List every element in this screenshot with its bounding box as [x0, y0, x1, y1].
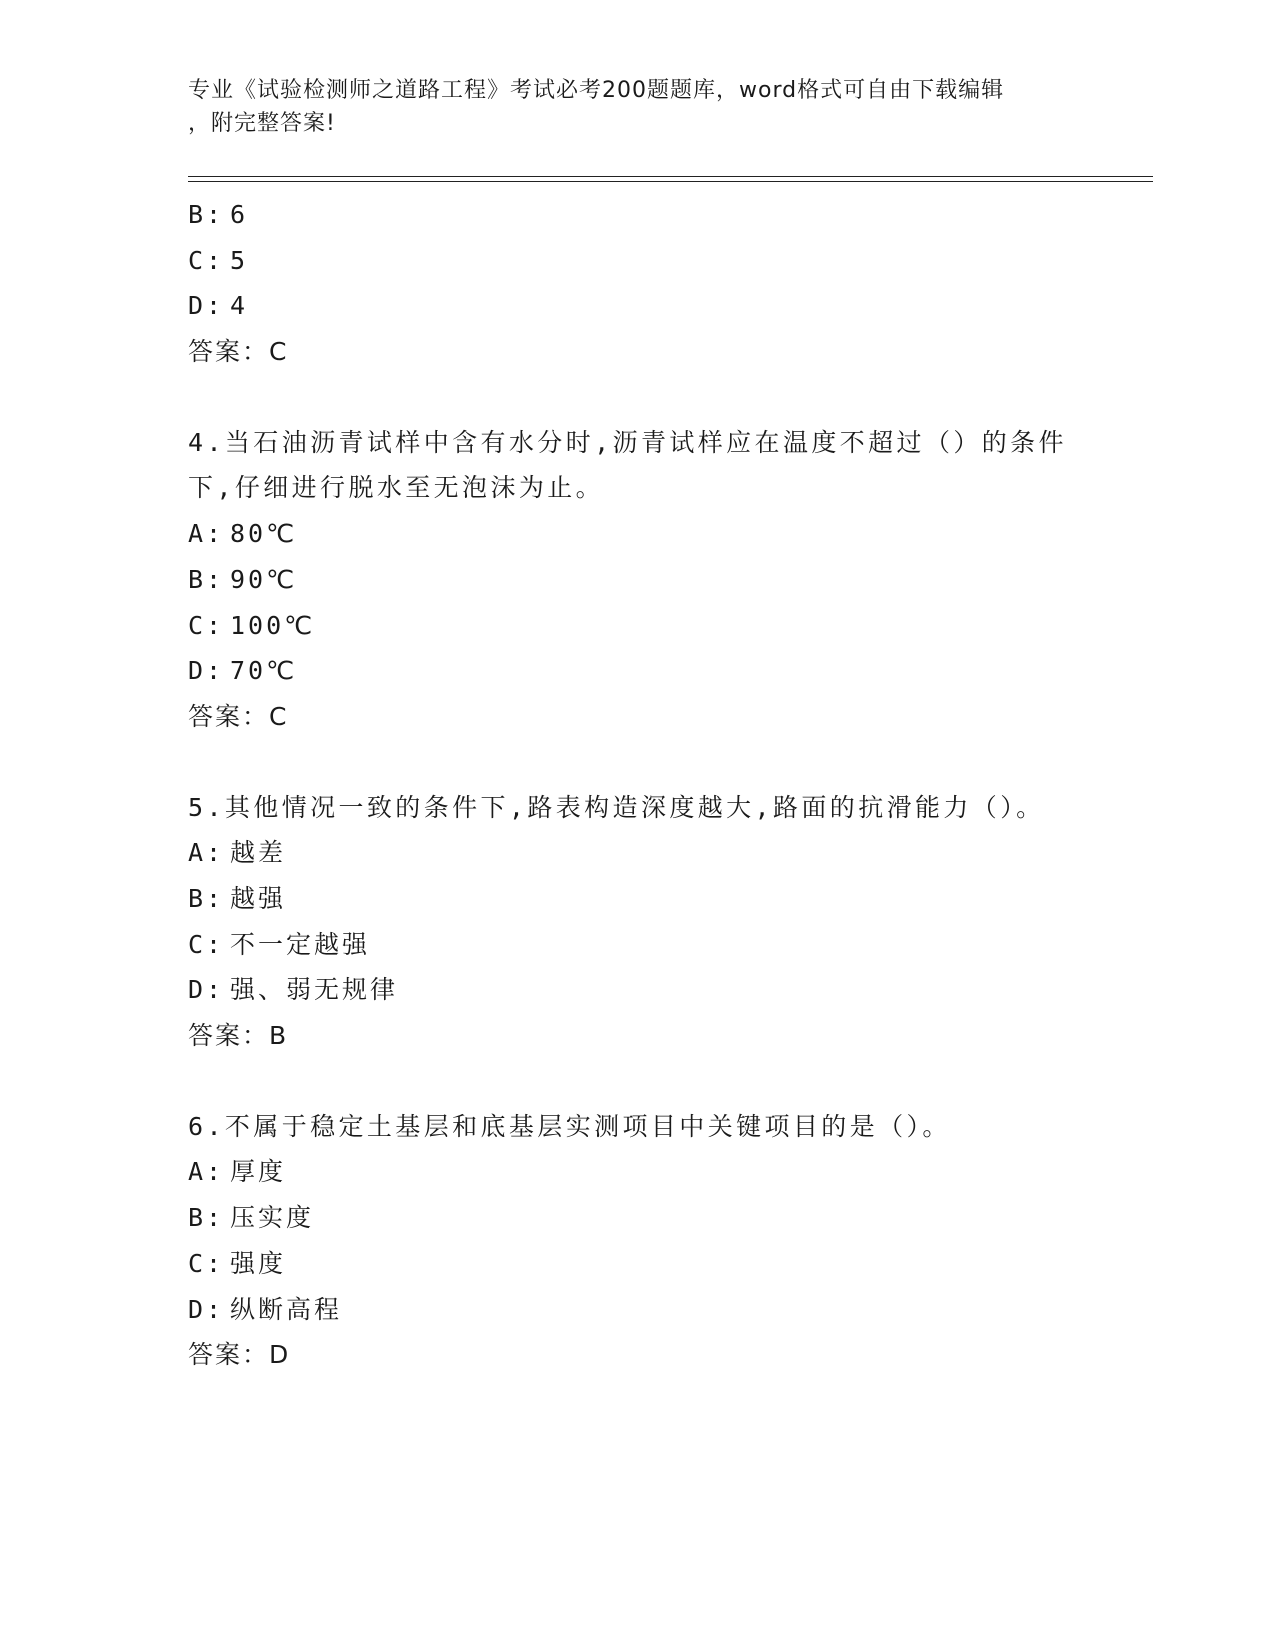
option-d: D: 强、弱无规律 — [188, 975, 399, 1005]
option-c: C: 不一定越强 — [188, 929, 371, 959]
option-b: B: 90℃ — [188, 564, 298, 594]
option-a: A: 厚度 — [188, 1157, 287, 1187]
question-4 — [188, 420, 1108, 740]
question-stem: 5.其他情况一致的条件下,路表构造深度越大,路面的抗滑能力（）。 — [188, 792, 1045, 822]
option-b: B: 压实度 — [188, 1203, 315, 1233]
header-rule-bottom — [188, 181, 1153, 182]
header-line-1: 专业《试验检测师之道路工程》考试必考200题题库，word格式可自由下载编辑 — [188, 78, 1005, 103]
option-a: A: 80℃ — [188, 519, 298, 549]
answer: 答案：D — [188, 1340, 291, 1370]
header-line-2: ，附完整答案! — [188, 111, 336, 136]
question-list — [188, 192, 1108, 1378]
question-6 — [188, 1104, 1108, 1378]
option-d: D: 纵断高程 — [188, 1294, 343, 1324]
option-c: C: 5 — [188, 245, 249, 275]
question-5 — [188, 785, 1108, 1059]
option-d: D: 4 — [188, 291, 249, 321]
option-d: D: 70℃ — [188, 656, 298, 686]
answer: 答案：C — [188, 701, 289, 731]
header-rule-top — [188, 176, 1153, 177]
question-stem: 6.不属于稳定土基层和底基层实测项目中关键项目的是（）。 — [188, 1111, 951, 1141]
question-3-continued — [188, 192, 1108, 375]
option-b: B: 6 — [188, 200, 249, 229]
page-header — [188, 74, 1078, 140]
option-a: A: 越差 — [188, 838, 287, 868]
answer: 答案：C — [188, 337, 289, 367]
answer: 答案：B — [188, 1021, 289, 1051]
question-stem: 4.当石油沥青试样中含有水分时,沥青试样应在温度不超过（）的条件 下,仔细进行脱水至无泡沫为止。 — [188, 427, 1067, 503]
option-b: B: 越强 — [188, 883, 287, 913]
option-c: C: 强度 — [188, 1248, 287, 1278]
option-c: C: 100℃ — [188, 610, 316, 640]
